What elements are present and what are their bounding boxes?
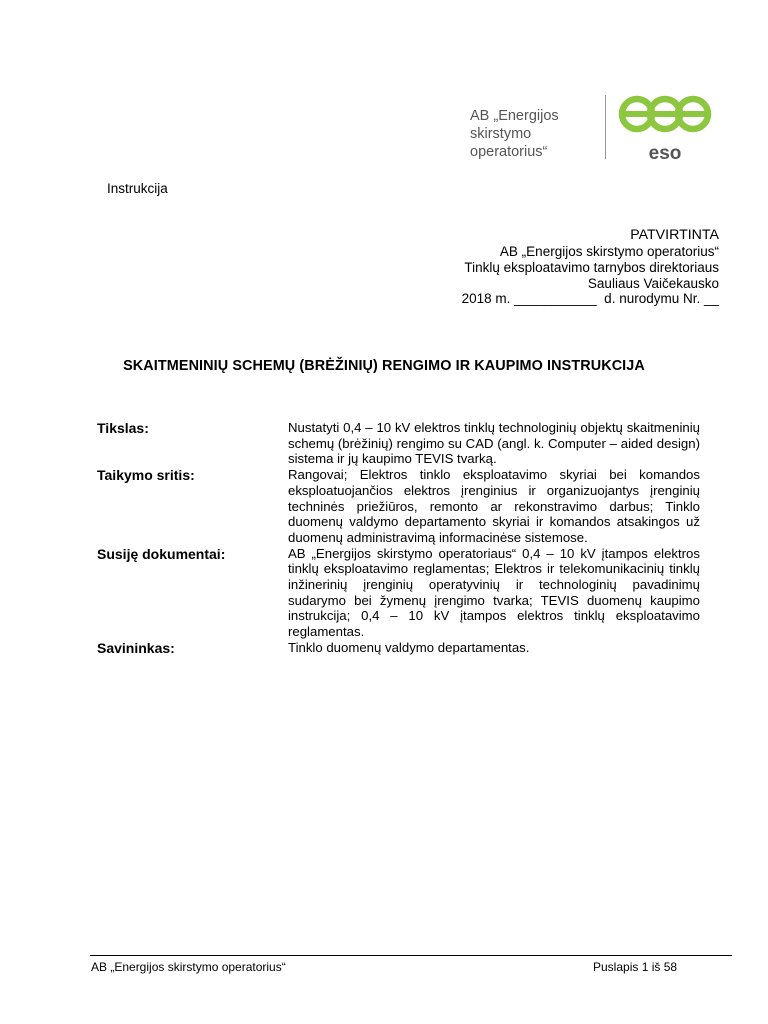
- approval-line-2: Tinklų eksploatavimo tarnybos direktoriaus: [464, 259, 719, 275]
- meta-row-scope: [97, 467, 700, 546]
- approval-line-4: 2018 m. ___________ d. nurodymu Nr. __: [461, 291, 719, 307]
- meta-value: Rangovai; Elektros tinklo eksploatavimo skyriai bei komandos eksploatuojančios elektros įrenginius ir organizuojantys įrenginių techninės priežiūros, remonto ar rekonstravimo darbus; Tinklo duomenų valdymo departamento skyriai ir komandos atsakingos už duomenų administravimą informacinėse sistemose.: [288, 467, 700, 545]
- meta-label: Susiję dokumentai:: [97, 545, 226, 562]
- meta-value: Tinklo duomenų valdymo departamentas.: [288, 639, 530, 655]
- approval-line-3: Sauliaus Vaičekausko: [587, 275, 719, 291]
- company-name-line1: AB „Energijos: [470, 108, 559, 124]
- footer-company: AB „Energijos skirstymo operatorius“: [91, 960, 286, 974]
- approval-label: PATVIRTINTA: [630, 227, 719, 243]
- meta-label: Savininkas:: [97, 639, 175, 656]
- meta-value: AB „Energijos skirstymo operatoriaus“ 0,4 – 10 kV įtampos elektros tinklų eksploatavimo reglamentas; Elektros ir telekomunikacinių tinklų inžinerinių įrenginių operatyvinių ir technologinių pavadinimų sudarymo bei žymenų įrengimo tvarka; TEVIS duomenų kaupimo instrukcija; 0,4 – 10 kV įtampos elektros tinklų eksploatavimo reglamentas.: [288, 545, 700, 640]
- meta-row-owner: [97, 640, 700, 656]
- company-name: [470, 107, 600, 161]
- eso-logo: [618, 92, 714, 162]
- meta-row-purpose: [97, 420, 700, 467]
- meta-value: Nustatyti 0,4 – 10 kV elektros tinklų technologinių objektų skaitmeninių schemų (brėžinių) rengimo su CAD (angl. k. Computer – aided design) sistema ir jų kaupimo TEVIS tvarką.: [288, 420, 700, 467]
- meta-label: Tikslas:: [97, 420, 149, 436]
- logo-text: eso: [648, 143, 682, 162]
- logo-divider: [605, 95, 606, 159]
- meta-row-related-documents: [97, 546, 700, 640]
- document-meta: [97, 420, 700, 656]
- approval-line-1: AB „Energijos skirstymo operatorius“: [499, 244, 719, 259]
- meta-label: Taikymo sritis:: [97, 467, 195, 484]
- document-type: Instrukcija: [107, 181, 168, 196]
- approval-block: [462, 227, 719, 307]
- company-name-line2: skirstymo operatorius“: [470, 126, 548, 160]
- footer-page-number: Puslapis 1 iš 58: [593, 960, 678, 974]
- footer-divider: [90, 955, 732, 956]
- document-title: SKAITMENINIŲ SCHEMŲ (BRĖŽINIŲ) RENGIMO IR KAUPIMO INSTRUKCIJA: [123, 358, 645, 374]
